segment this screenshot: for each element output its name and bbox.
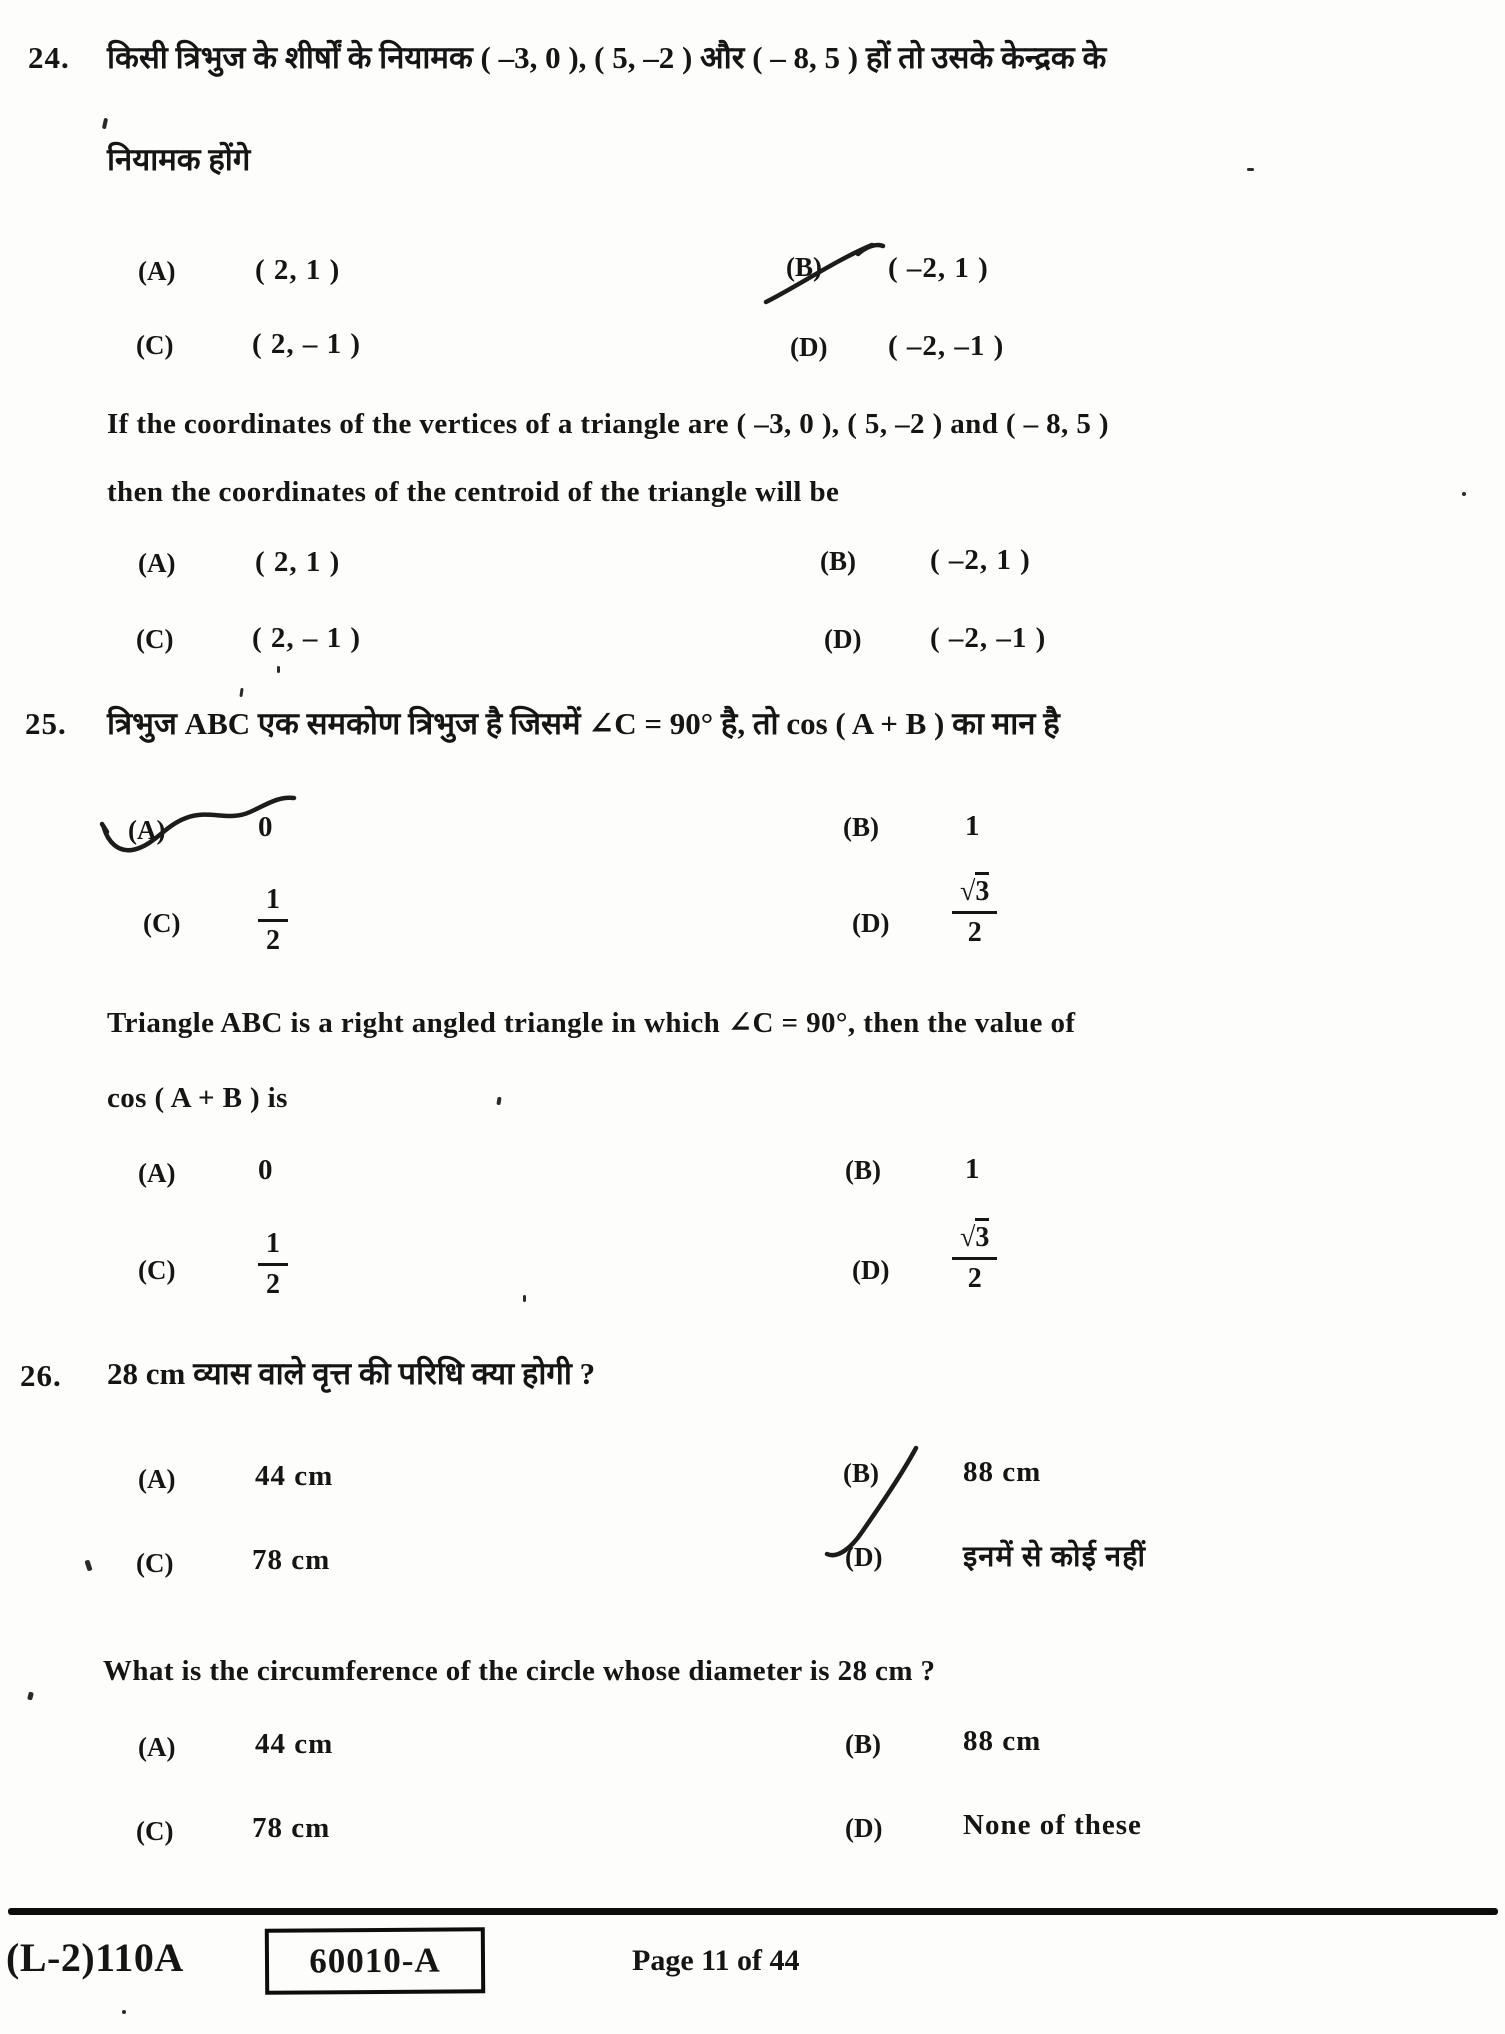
question-text-english-1: Triangle ABC is a right angled triangle in which ∠C = 90°, then the value of	[107, 1007, 1076, 1039]
question-number: 26.	[20, 1358, 62, 1393]
option-label: (D)	[852, 908, 890, 938]
option-value: 88 cm	[963, 1456, 1042, 1488]
option-label: (D)	[824, 624, 862, 654]
option-label: (B)	[820, 546, 856, 576]
scan-speck	[496, 1097, 501, 1106]
option-label: (A)	[138, 1158, 176, 1188]
option-label: (C)	[136, 624, 174, 654]
option-value: ( –2, 1 )	[888, 252, 989, 284]
series-code: 60010-A	[309, 1940, 441, 1981]
question-text-english-1: What is the circumference of the circle whose diameter is 28 cm ?	[103, 1655, 936, 1687]
option-label: (D)	[790, 332, 828, 362]
question-text-hindi-1: किसी त्रिभुज के शीर्षों के नियामक ( –3, 0 ), ( 5, –2 ) और ( – 8, 5 ) हों तो उसके केन्द्रक के	[107, 40, 1107, 75]
option-value: None of these	[963, 1809, 1142, 1841]
option-label: (D)	[845, 1542, 883, 1572]
option-value: ( 2, 1 )	[255, 254, 341, 286]
option-value: 78 cm	[252, 1812, 331, 1844]
option-value: 44 cm	[255, 1460, 334, 1492]
option-value: 1	[965, 1153, 981, 1185]
scan-speck	[1247, 168, 1254, 171]
option-value: 78 cm	[252, 1544, 331, 1576]
question-text-english-2: cos ( A + B ) is	[107, 1082, 288, 1114]
question-number: 25.	[25, 706, 67, 741]
question-text-hindi-1: त्रिभुज ABC एक समकोण त्रिभुज है जिसमें ∠C = 90° है, तो cos ( A + B ) का मान है	[107, 706, 1060, 741]
question-text-hindi-2: नियामक होंगे	[107, 142, 251, 177]
option-label: (C)	[136, 330, 174, 360]
option-label: (A)	[138, 1732, 176, 1762]
booklet-code: (L-2)110A	[6, 1935, 184, 1980]
scan-speck	[102, 118, 108, 130]
option-value-fraction: $\frac{√3}{2}$	[952, 876, 997, 949]
option-label: (B)	[843, 1458, 879, 1488]
scan-speck	[277, 666, 280, 673]
option-label: (C)	[143, 908, 181, 938]
scan-speck	[84, 1559, 92, 1571]
option-label: (C)	[138, 1255, 176, 1285]
option-value-fraction: $\frac{1}{2}$	[258, 884, 288, 957]
option-label: (B)	[843, 812, 879, 842]
option-value: ( 2, – 1 )	[252, 622, 362, 654]
option-value: 0	[258, 811, 274, 843]
question-text-english-2: then the coordinates of the centroid of the triangle will be	[107, 476, 840, 508]
page-number-label: Page 11 of 44	[632, 1944, 800, 1977]
option-label: (A)	[138, 256, 176, 286]
option-value: 44 cm	[255, 1728, 334, 1760]
option-value: ( –2, –1 )	[888, 330, 1005, 362]
series-code-box	[265, 1927, 485, 1995]
option-label: (B)	[845, 1155, 881, 1185]
option-value: ( –2, –1 )	[930, 622, 1047, 654]
question-text-hindi-1: 28 cm व्यास वाले वृत्त की परिधि क्या होगी ?	[107, 1356, 596, 1391]
scan-speck	[122, 2010, 126, 2014]
option-value-fraction: $\frac{1}{2}$	[258, 1228, 288, 1301]
option-label: (B)	[786, 252, 822, 282]
option-value: इनमें से कोई नहीं	[963, 1541, 1147, 1573]
option-value: ( –2, 1 )	[930, 544, 1031, 576]
option-label: (C)	[136, 1548, 174, 1578]
option-value: 88 cm	[963, 1725, 1042, 1757]
option-label: (D)	[852, 1255, 890, 1285]
option-value: ( 2, – 1 )	[252, 328, 362, 360]
option-label: (A)	[128, 815, 166, 845]
question-number: 24.	[28, 40, 70, 75]
option-value: ( 2, 1 )	[255, 546, 341, 578]
scan-speck	[239, 688, 243, 697]
option-value-fraction: $\frac{√3}{2}$	[952, 1222, 997, 1295]
option-label: (D)	[845, 1813, 883, 1843]
handwritten-strike-mark	[760, 238, 890, 312]
option-label: (B)	[845, 1729, 881, 1759]
option-label: (A)	[138, 1464, 176, 1494]
option-value: 0	[258, 1154, 274, 1186]
option-value: 1	[965, 810, 981, 842]
scan-speck	[1462, 492, 1466, 496]
option-label: (A)	[138, 548, 176, 578]
option-label: (C)	[136, 1816, 174, 1846]
scan-speck	[523, 1295, 526, 1302]
scan-speck	[27, 1692, 34, 1701]
footer-divider	[8, 1908, 1498, 1915]
question-text-english-1: If the coordinates of the vertices of a triangle are ( –3, 0 ), ( 5, –2 ) and ( – 8, 5 )	[107, 408, 1109, 440]
